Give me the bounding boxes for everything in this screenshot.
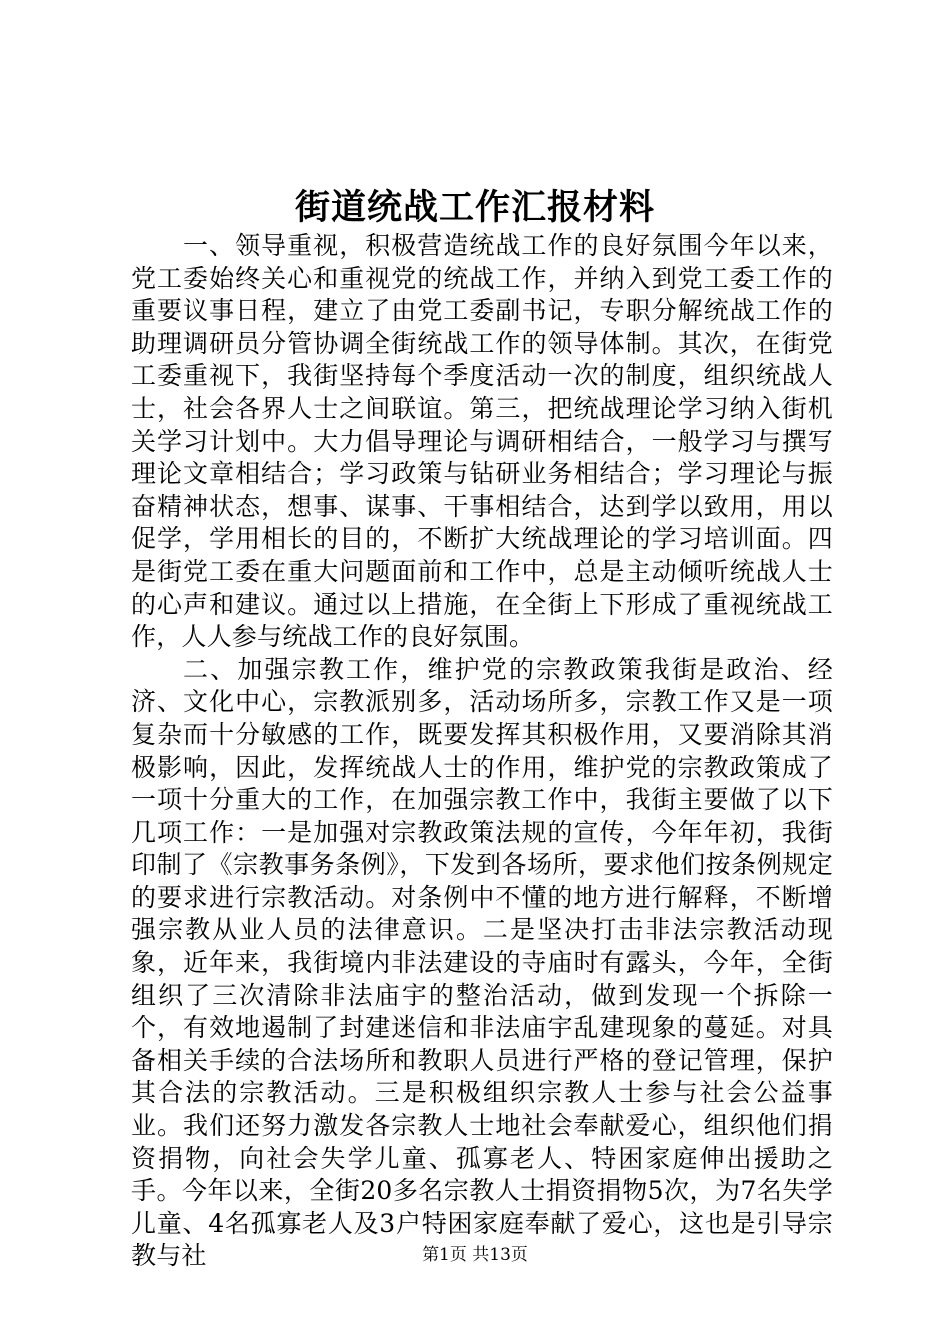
- paragraph-leadership: 一、领导重视，积极营造统战工作的良好氛围今年以来，党工委始终关心和重视党的统战工作，并纳入到党工委工作的重要议事日程，建立了由党工委副书记，专职分解统战工作的助理调研员分管协调全街统战工作的领导体制。其次，在街党工委重视下，我街坚持每个季度活动一次的制度，组织统战人士，社会各界人士之间联谊。第三，把统战理论学习纳入街机关学习计划中。大力倡导理论与调研相结合，一般学习与撰写理论文章相结合；学习政策与钻研业务相结合；学习理论与振奋精神状态，想事、谋事、干事相结合，达到学以致用，用以促学，学用相长的目的，不断扩大统战理论的学习培训面。四是街党工委在重大问题面前和工作中，总是主动倾听统战人士的心声和建议。通过以上措施，在全街上下形成了重视统战工作，人人参与统战工作的良好氛围。: [131, 231, 833, 652]
- page-number-footer: 第1页 共13页: [422, 1245, 528, 1265]
- document-title: 街道统战工作汇报材料: [294, 187, 655, 228]
- document-body: [131, 230, 833, 1273]
- paragraph-religion: 二、加强宗教工作，维护党的宗教政策我街是政治、经济、文化中心，宗教派别多，活动场所多，宗教工作又是一项复杂而十分敏感的工作，既要发挥其积极作用，又要消除其消极影响，因此，发挥统战人士的作用，维护党的宗教政策成了一项十分重大的工作，在加强宗教工作中，我街主要做了以下几项工作：一是加强对宗教政策法规的宣传，今年年初，我街印制了《宗教事务条例》，下发到各场所，要求他们按条例规定的要求进行宗教活动。对条例中不懂的地方进行解释，不断增强宗教从业人员的法律意识。二是坚决打击非法宗教活动现象，近年来，我街境内非法建设的寺庙时有露头，今年，全街组织了三次清除非法庙宇的整治活动，做到发现一个拆除一个，有效地遏制了封建迷信和非法庙宇乱建现象的蔓延。对具备相关手续的合法场所和教职人员进行严格的登记管理，保护其合法的宗教活动。三是积极组织宗教人士参与社会公益事业。我们还努力激发各宗教人士地社会奉献爱心，组织他们捐资捐物，向社会失学儿童、孤寡老人、特困家庭伸出援助之手。今年以来，全街20多名宗教人士捐资捐物5次，为7名失学儿童、4名孤寡老人及3户特困家庭奉献了爱心，这也是引导宗教与社: [131, 654, 833, 1271]
